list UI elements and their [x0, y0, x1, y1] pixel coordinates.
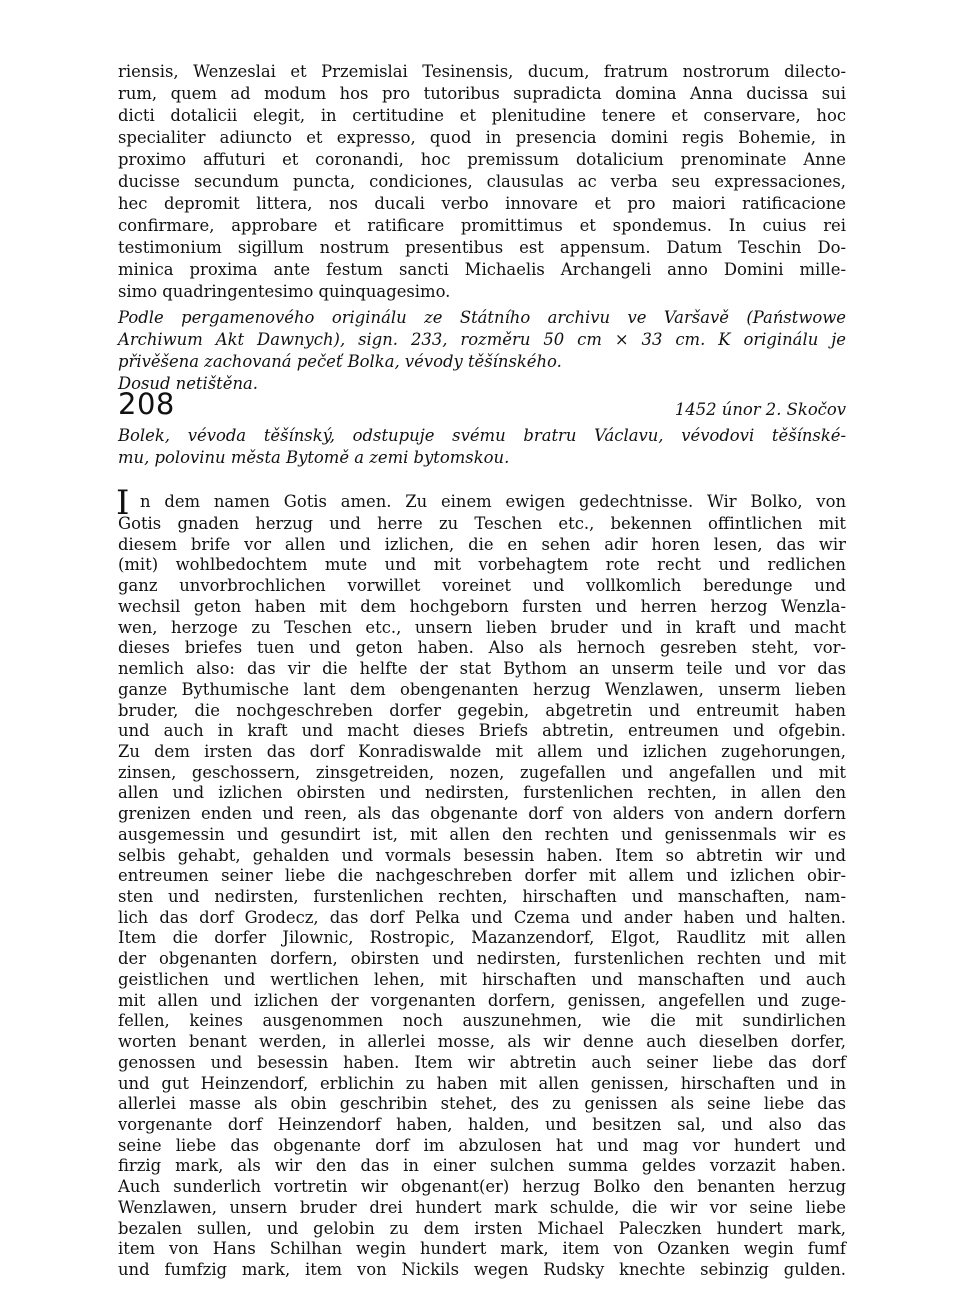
text-line: lich das dorf Grodecz, das dorf Pelka und Czema und ander haben und halten. [118, 907, 846, 927]
text-line: confirmare, approbare et ratificare promittimus et spondemus. In cuius rei [118, 216, 846, 235]
text-line: item von Hans Schilhan wegin hundert mark, item von Ozanken wegin fumf [118, 1239, 846, 1259]
text-line: entreumen seiner liebe die nachgeschreben dorfer mit allem und izlichen obir- [118, 866, 846, 886]
text-line: simo quadringentesimo quinquagesimo. [118, 282, 451, 301]
text-line: proximo affuturi et coronandi, hoc premissum dotalicium prenominate Anne [118, 150, 846, 169]
text-line: Auch sunderlich vortretin wir obgenant(er) herzug Bolko den benanten herzug [118, 1177, 846, 1197]
text-line: zinsen, geschossern, zinsgetreiden, nozen, zugefallen und angefallen und mit [118, 762, 846, 782]
source-note-line: přivěšena zachovaná pečeť Bolka, vévody těšínského. [118, 352, 562, 371]
text-line: ganz unvorbrochlichen vorwillet voreinet und vollkomlich beredunge und [118, 576, 846, 596]
text-line: mit allen und izlichen der vorgenanten dorfern, genissen, angefellen und zuge- [118, 990, 846, 1010]
text-line: testimonium sigillum nostrum presentibus est appensum. Datum Teschin Do- [118, 238, 846, 257]
text-line: grenizen enden und reen, als das obgenante dorf von alders von andern dorfern [118, 804, 846, 824]
text-line: seine liebe das obgenante dorf im abzulosen hat und mag vor hundert und [118, 1135, 846, 1155]
text-line: (mit) wohlbedochtem mute und mit vorbehagtem rote recht und redlichen [118, 555, 846, 575]
text-line: n dem namen Gotis amen. Zu einem ewigen gedechtnisse. Wir Bolko, von [140, 492, 846, 511]
text-line: ganze Bythumische lant dem obengenanten herzug Wenzlawen, unserm lieben [118, 679, 846, 699]
text-line: rum, quem ad modum hos pro tutoribus supradicta domina Anna ducissa sui [118, 84, 846, 103]
text-line: bezalen sullen, und gelobin zu dem irsten Michael Paleczken hundert mark, [118, 1218, 846, 1238]
source-note-line: Podle pergamenového originálu ze Státního archivu ve Varšavě (Państwowe [118, 308, 846, 327]
regest-line: mu, polovinu města Bytomě a zemi bytomskou. [118, 448, 510, 467]
text-line: und gut Heinzendorf, erblichin zu haben mit allen genissen, hirschaften und in [118, 1073, 846, 1093]
text-line: diesem brife vor allen und izlichen, die en sehen adir horen lesen, das wir [118, 534, 846, 554]
text-line: riensis, Wenzeslai et Przemislai Tesinensis, ducum, fratrum nostrorum dilecto- [118, 62, 846, 81]
text-line: Gotis gnaden herzug und herre zu Teschen etc., bekennen offintlichen mit [118, 514, 846, 533]
text-line: firzig mark, als wir den das in einer sulchen summa geldes vorzazit haben. [118, 1156, 846, 1176]
text-line: specialiter adiuncto et expresso, quod in presencia domini regis Bohemie, in [118, 128, 846, 147]
text-line: nemlich also: das vir die helfte der stat Bythom an unserm teile und vor das [118, 659, 846, 679]
initial-letter: I [116, 483, 130, 523]
text-line: vorgenante dorf Heinzendorf haben, halden, und besitzen sal, und also das [118, 1114, 846, 1134]
text-line: allerlei masse als obin geschribin stehet, des zu genissen als seine liebe das [118, 1094, 846, 1114]
text-line: wen, herzoge zu Teschen etc., unsern lieben bruder und in kraft und macht [118, 617, 846, 637]
text-line: wechsil geton haben mit dem hochgeborn fursten und herren herzog Wenzla- [118, 596, 846, 616]
text-line: selbis gehabt, gehalden und vormals besessin haben. Item so abtretin wir und [118, 845, 846, 865]
text-line: genossen und besessin haben. Item wir abtretin auch seiner liebe das dorf [118, 1052, 846, 1072]
text-line: Wenzlawen, unsern bruder drei hundert mark schulde, die wir vor seine liebe [118, 1197, 846, 1217]
regest-line: Bolek, vévoda těšínský, odstupuje svému bratru Václavu, vévodovi těšínské- [118, 426, 846, 445]
text-line: worten benant werden, in allerlei mosse, als wir denne auch dieselben dorfer, [118, 1032, 846, 1052]
text-line: allen und izlichen obirsten und nedirsten, furstenlichen rechten, in allen den [118, 783, 846, 803]
entry-number: 208 [118, 387, 175, 421]
entry-date-place: 1452 únor 2. Skočov [674, 400, 846, 419]
text-line: ducisse secundum puncta, condiciones, clausulas ac verba seu expressaciones, [118, 172, 846, 191]
text-line: Item die dorfer Jilownic, Rostropic, Mazanzendorf, Elgot, Raudlitz mit allen [118, 928, 846, 948]
text-line: fellen, keines ausgenommen noch auszunehmen, wie die mit sundirlichen [118, 1011, 846, 1031]
text-line: bruder, die nochgeschreben dorfer gegebin, abgetretin und entreumit haben [118, 700, 846, 720]
text-line: dieses briefes tuen und geton haben. Also als hernoch gesreben steht, vor- [118, 638, 846, 658]
text-line: dicti dotalicii elegit, in certitudine et plenitudine tenere et conservare, hoc [118, 106, 846, 125]
source-note-line: Archiwum Akt Dawnych), sign. 233, rozměru 50 cm × 33 cm. K originálu je [118, 330, 846, 349]
text-line: sten und nedirsten, furstenlichen rechten, hirschaften und manschaften, nam- [118, 887, 846, 906]
text-line: und fumfzig mark, item von Nickils wegen Rudsky knechte sebinzig gulden. [118, 1260, 846, 1279]
text-line: Zu dem irsten das dorf Konradiswalde mit allem und izlichen zugehorungen, [118, 741, 846, 761]
publication-status: Dosud netištěna. [118, 374, 259, 393]
text-line: und auch in kraft und macht dieses Briefs abtretin, entreumen und ofgebin. [118, 721, 846, 741]
text-line: minica proxima ante festum sancti Michaelis Archangeli anno Domini mille- [118, 260, 846, 279]
text-line: hec depromit littera, nos ducali verbo innovare et pro maiori ratificacione [118, 194, 846, 213]
text-line: der obgenanten dorfern, obirsten und nedirsten, furstenlichen rechten und mit [118, 949, 846, 969]
text-line: ausgemessin und gesundirt ist, mit allen den rechten und genissenmals wir es [118, 824, 846, 844]
text-line: geistlichen und wertlichen lehen, mit hirschaften und manschaften und auch [118, 969, 846, 989]
